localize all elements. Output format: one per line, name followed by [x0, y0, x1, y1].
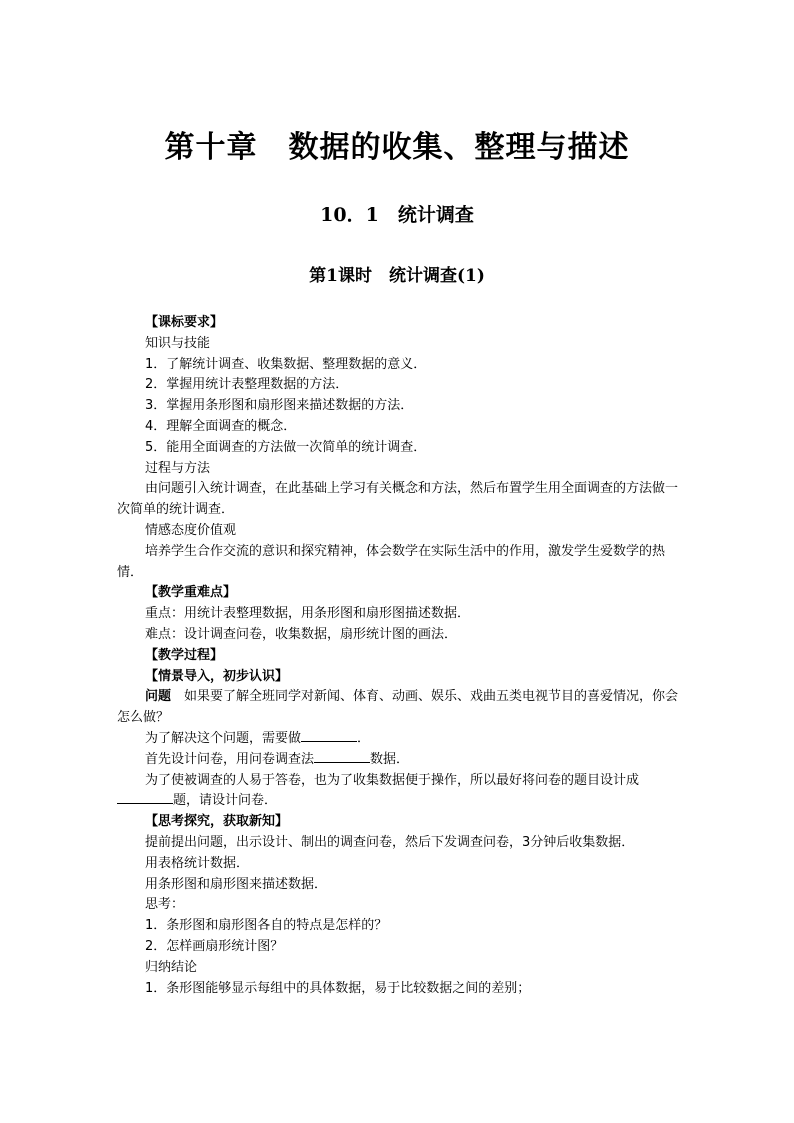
guocheng-label: 过程与方法	[145, 460, 211, 476]
sikao-item: 2．怎样画扇形统计图？	[145, 938, 284, 954]
guocheng-text: 由问题引入统计调查，在此基础上学习有关概念和方法，然后布置学生用全面调查的方法做一次简单的统计调查．	[117, 481, 679, 518]
wenti-label: 问题	[145, 689, 172, 705]
fill-line-2	[117, 750, 682, 771]
lesson-title: 第1课时 统计调查(1)	[309, 266, 485, 286]
answer-blank	[117, 791, 173, 804]
qingjing-header: 【情景导入，初步认识】	[145, 668, 289, 684]
tanjiu-line: 用条形图和扇形图来描述数据．	[145, 876, 328, 892]
fill-line-1	[117, 729, 682, 750]
sikao-label: 思考：	[145, 897, 185, 913]
zhishi-item: 1．了解统计调查、收集数据、整理数据的意义．	[145, 356, 427, 372]
fill2-post: 数据．	[370, 751, 410, 767]
zhishi-item: 2．掌握用统计表整理数据的方法．	[145, 377, 349, 393]
jiaoxue-guocheng-header: 【教学过程】	[145, 647, 224, 663]
zhishi-item: 3．掌握用条形图和扇形图来描述数据的方法．	[145, 398, 414, 414]
tanjiu-line: 用表格统计数据．	[145, 855, 250, 871]
answer-blank	[301, 729, 357, 742]
fill3-post: 题，请设计问卷．	[173, 793, 278, 809]
document-body	[117, 313, 682, 999]
answer-blank	[314, 750, 370, 763]
guina-item: 1．条形图能够显示每组中的具体数据，易于比较数据之间的差别；	[145, 980, 531, 996]
qinggan-text: 培养学生合作交流的意识和探究精神，体会数学在实际生活中的作用，激发学生爱数学的热情．	[117, 543, 666, 580]
sikao-item: 1．条形图和扇形图各自的特点是怎样的？	[145, 918, 388, 934]
fill-line-3	[117, 771, 682, 813]
fill1-post: ．	[357, 730, 371, 746]
zhishi-label: 知识与技能	[145, 335, 211, 351]
zhishi-item: 4．理解全面调查的概念．	[145, 418, 297, 434]
fill2-pre: 首先设计问卷，用问卷调查法	[145, 751, 315, 767]
nandian-text: 难点：设计调查问卷，收集数据，扇形统计图的画法．	[145, 626, 458, 642]
tanjiu-line: 提前提出问题，出示设计、制出的调查问卷，然后下发调查问卷，3分钟后收集数据．	[145, 834, 635, 850]
chapter-title: 第十章 数据的收集、整理与描述	[164, 130, 630, 165]
qinggan-label: 情感态度价值观	[145, 522, 237, 538]
fill3-pre: 为了使被调查的人易于答卷，也为了收集数据便于操作，所以最好将问卷的题目设计成	[145, 772, 640, 788]
zhongnan-header: 【教学重难点】	[145, 585, 237, 601]
wenti-paragraph	[117, 687, 682, 729]
sikao-header: 【思考探究，获取新知】	[145, 814, 289, 830]
guina-label: 归纳结论	[145, 959, 198, 975]
fill1-pre: 为了解决这个问题，需要做	[145, 730, 302, 746]
section-title: 10．1 统计调查	[320, 204, 474, 226]
zhongdian-text: 重点：用统计表整理数据，用条形图和扇形图描述数据．	[145, 606, 471, 622]
kebiao-header: 【课标要求】	[145, 315, 224, 330]
wenti-text: 如果要了解全班同学对新闻、体育、动画、娱乐、戏曲五类电视节目的喜爱情况，你会怎么做？	[117, 689, 679, 726]
zhishi-item: 5．能用全面调查的方法做一次简单的统计调查．	[145, 439, 427, 455]
